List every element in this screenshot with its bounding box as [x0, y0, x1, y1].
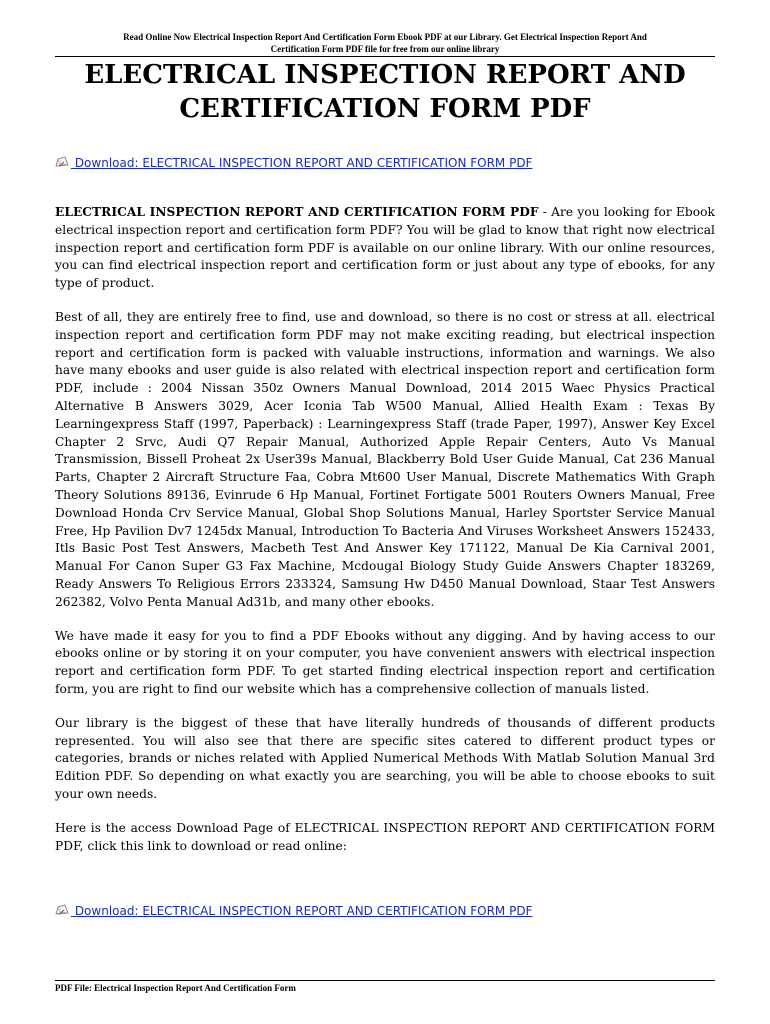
paragraph-related-list: Best of all, they are entirely free to find, use and download, so there is no cost or stress at all. electrical inspection report and certification form PDF may not make exciting reading, but electrical inspection report and certification form is packed with valuable instructions, information and warnings. We also have many ebooks and user guide is also related with electrical inspection report and certification form PDF, include : 2004 Nissan 350z Owners Manual Download, 2014 2015 Waec Physics Practical Alternative B Answers 3029, Acer Iconia Tab W500 Manual, Allied Health Exam : Texas By Learningexpress Staff (1997, Paperback) : Learningexpress Staff (trade Paper, 1997), Answer Key Excel Chapter 2 Srvc, Audi Q7 Repair Manual, Authorized Apple Repair Centers, Auto Vs Manual Transmission, Bissell Proheat 2x User39s Manual, Blackberry Bold User Guide Manual, Cat 236 Manual Parts, Chapter 2 Aircraft Structure Faa, Cobra Mt600 User Manual, Discrete Mathematics With Graph Theory Solutions 89136, Evinrude 6 Hp Manual, Fortinet Fortigate 5001 Routers Owners Manual, Free Download Honda Crv Service Manual, Global Shop Solutions Manual, Harley Sportster Service Manual Free, Hp Pavilion Dv7 1245dx Manual, Introduction To Bacteria And Viruses Worksheet Answers 152433, Itls Basic Post Test Answers, Macbeth Test And Answer Key 171122, Manual De Kia Carnival 2001, Manual For Canon Super G3 Fax Machine, Mcdougal Biology Study Guide Answers Chapter 183269, Ready Answers To Religious Errors 233324, Samsung Hw D450 Manual Download, Staar Test Answers 262382, Volvo Penta Manual Ad31b, and many other ebooks.: [55, 309, 715, 609]
paragraph-intro: [55, 204, 715, 293]
download-link-bottom-label[interactable]: Download: ELECTRICAL INSPECTION REPORT AND CERTIFICATION FORM PDF: [71, 904, 533, 918]
footer-divider: [55, 980, 715, 981]
paragraph-intro-lead: ELECTRICAL INSPECTION REPORT AND CERTIFICATION FORM PDF: [55, 205, 539, 219]
paragraph-library: Our library is the biggest of these that have literally hundreds of thousands of different products represented. You will also see that there are specific sites catered to different product types or categories, brands or niches related with Applied Numerical Methods With Matlab Solution Manual 3rd Edition PDF. So depending on what exactly you are searching, you will be able to choose ebooks to suit your own needs.: [55, 715, 715, 801]
header-note-line-2: Certification Form PDF file for free from our online library: [270, 44, 500, 54]
title-line-2: CERTIFICATION FORM PDF: [179, 94, 591, 124]
pdf-file-icon: [55, 156, 69, 172]
header-divider: [55, 56, 715, 57]
paragraph-easy-access: We have made it easy for you to find a PDF Ebooks without any digging. And by having access to our ebooks online or by storing it on your computer, you have convenient answers with electrical inspection report and certification form PDF. To get started finding electrical inspection report and certification form, you are right to find our website which has a comprehensive collection of manuals listed.: [55, 628, 715, 696]
download-link-top[interactable]: [55, 155, 532, 172]
document-page: [55, 0, 715, 1024]
page-title: [55, 58, 715, 126]
pdf-file-icon: [55, 904, 69, 920]
header-note: [55, 31, 715, 55]
header-note-line-1: Read Online Now Electrical Inspection Report And Certification Form Ebook PDF at our Library. Get Electrical Inspection Report And: [123, 32, 647, 42]
title-line-1: ELECTRICAL INSPECTION REPORT AND: [84, 60, 686, 90]
paragraph-access-download: Here is the access Download Page of ELECTRICAL INSPECTION REPORT AND CERTIFICATION FORM PDF, click this link to download or read online:: [55, 820, 715, 853]
body-text: [55, 204, 715, 871]
download-link-top-label[interactable]: Download: ELECTRICAL INSPECTION REPORT AND CERTIFICATION FORM PDF: [71, 156, 533, 170]
download-link-bottom[interactable]: [55, 903, 532, 920]
footer-note: PDF File: Electrical Inspection Report And Certification Form: [55, 983, 296, 993]
paragraph-intro-rest: - Are you looking for Ebook electrical inspection report and certification form PDF? You will be glad to know that right now electrical inspection report and certification form PDF is available on our online library. With our online resources, you can find electrical inspection report and certification form or just about any type of ebooks, for any type of product.: [55, 205, 715, 291]
